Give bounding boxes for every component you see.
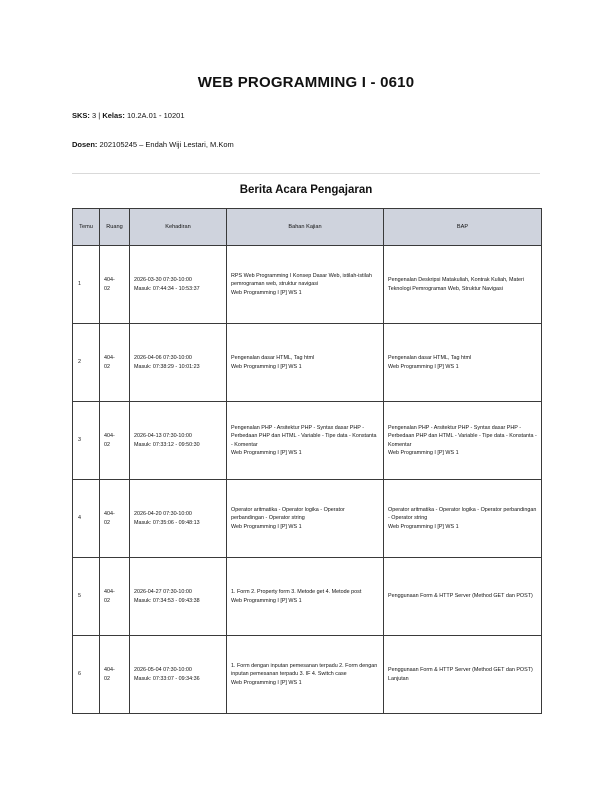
kelas-label: Kelas: xyxy=(102,111,125,120)
dosen-value: 202105245 – Endah Wiji Lestari, M.Kom xyxy=(99,140,234,149)
cell-bap: Pengenalan Deskripsi Matakuliah, Kontrak Kuliah, Materi Teknologi Pemrograman Web, Struktur Navigasi xyxy=(384,246,542,324)
header-bahan-kajian: Bahan Kajian xyxy=(227,209,384,246)
teaching-record-table xyxy=(72,208,542,714)
table-row xyxy=(73,558,542,636)
cell-kehadiran: 2026-04-13 07:30-10:00 Masuk: 07:33:12 - 09:50:30 xyxy=(130,402,227,480)
sks-value: 3 xyxy=(92,111,97,120)
cell-bap: Pengenalan PHP - Arsitektur PHP - Syntax dasar PHP - Perbedaan PHP dan HTML - Variable - Tipe data - Konstanta - Komentar Web Programming I [P] WS 1 xyxy=(384,402,542,480)
course-title: WEB PROGRAMMING I - 0610 xyxy=(197,74,415,91)
header-temu: Temu xyxy=(73,209,100,246)
cell-ruang: 404- 02 xyxy=(100,480,130,558)
table-row xyxy=(73,246,542,324)
cell-bap: Pengenalan dasar HTML, Tag html Web Programming I [P] WS 1 xyxy=(384,324,542,402)
sks-label: SKS: xyxy=(72,111,90,120)
cell-bahan-kajian: Pengenalan dasar HTML, Tag html Web Programming I [P] WS 1 xyxy=(227,324,384,402)
table-row xyxy=(73,324,542,402)
cell-temu: 3 xyxy=(73,402,100,480)
header-ruang: Ruang xyxy=(100,209,130,246)
cell-bahan-kajian: Operator aritmatika - Operator logika - Operator perbandingan - Operator string Web Programming I [P] WS 1 xyxy=(227,480,384,558)
table-row xyxy=(73,402,542,480)
cell-bap: Operator aritmatika - Operator logika - Operator perbandingan - Operator string Web Programming I [P] WS 1 xyxy=(384,480,542,558)
header-kehadiran: Kehadiran xyxy=(130,209,227,246)
cell-kehadiran: 2026-04-06 07:30-10:00 Masuk: 07:38:29 - 10:01:23 xyxy=(130,324,227,402)
dosen-label: Dosen: xyxy=(72,140,98,149)
section-title: Berita Acara Pengajaran xyxy=(239,184,373,196)
cell-ruang: 404- 02 xyxy=(100,636,130,714)
cell-bahan-kajian: Pengenalan PHP - Arsitektur PHP - Syntax dasar PHP - Perbedaan PHP dan HTML - Variable - Tipe data - Konstanta - Komentar Web Programming I [P] WS 1 xyxy=(227,402,384,480)
cell-ruang: 404- 02 xyxy=(100,558,130,636)
cell-ruang: 404- 02 xyxy=(100,402,130,480)
cell-kehadiran: 2026-03-30 07:30-10:00 Masuk: 07:44:34 - 10:53:37 xyxy=(130,246,227,324)
table-row xyxy=(73,636,542,714)
cell-temu: 4 xyxy=(73,480,100,558)
table-row xyxy=(73,480,542,558)
cell-bahan-kajian: 1. Form dengan inputan pemesanan terpadu 2. Form dengan inputan pemesanan terpadu 3. IF 4. Switch case Web Programming I [P] WS 1 xyxy=(227,636,384,714)
kelas-value: 10.2A.01 - 10201 xyxy=(126,111,185,120)
info-separator: | xyxy=(98,111,101,120)
course-info-line xyxy=(72,111,184,120)
cell-temu: 5 xyxy=(73,558,100,636)
header-bap: BAP xyxy=(384,209,542,246)
cell-bahan-kajian: RPS Web Programming I Konsep Dasar Web, istilah-istilah pemrograman web, struktur navigasi Web Programming I [P] WS 1 xyxy=(227,246,384,324)
divider xyxy=(72,173,540,174)
cell-kehadiran: 2026-04-27 07:30-10:00 Masuk: 07:34:53 - 09:43:38 xyxy=(130,558,227,636)
cell-kehadiran: 2026-05-04 07:30-10:00 Masuk: 07:33:07 - 09:34:36 xyxy=(130,636,227,714)
cell-kehadiran: 2026-04-20 07:30-10:00 Masuk: 07:35:06 - 09:48:13 xyxy=(130,480,227,558)
cell-temu: 1 xyxy=(73,246,100,324)
cell-bap: Penggunaan Form & HTTP Server (Method GET dan POST) Lanjutan xyxy=(384,636,542,714)
cell-ruang: 404- 02 xyxy=(100,324,130,402)
table-header-row xyxy=(73,209,542,246)
cell-temu: 6 xyxy=(73,636,100,714)
cell-bahan-kajian: 1. Form 2. Property form 3. Metode get 4. Metode post Web Programming I [P] WS 1 xyxy=(227,558,384,636)
lecturer-line xyxy=(72,140,234,149)
cell-ruang: 404- 02 xyxy=(100,246,130,324)
cell-bap: Penggunaan Form & HTTP Server (Method GET dan POST) xyxy=(384,558,542,636)
cell-temu: 2 xyxy=(73,324,100,402)
